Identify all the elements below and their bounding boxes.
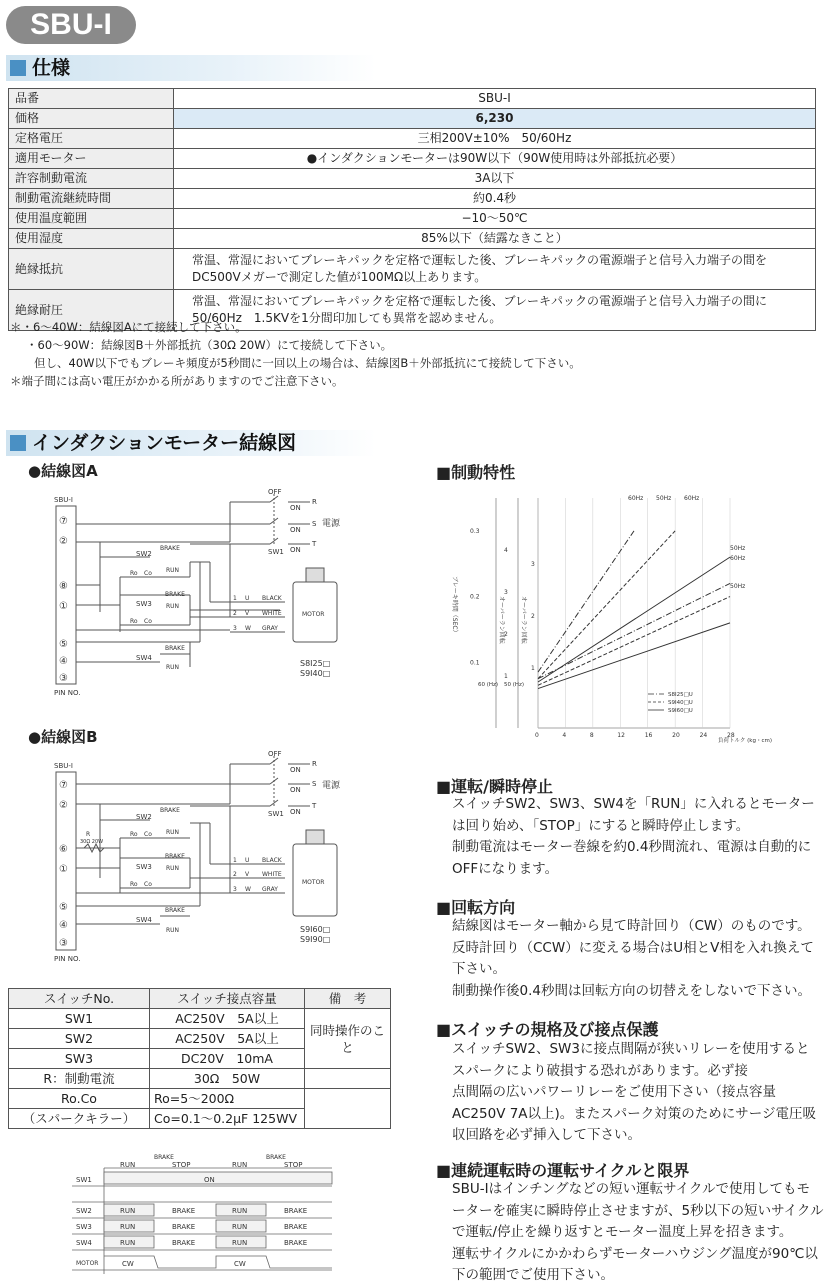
series-hz-label: 50Hz (730, 583, 746, 590)
spec-value-line: 常温、常湿においてブレーキパックを定格で運転した後、ブレーキパックの電源端子と信号入力端子の間に (192, 294, 768, 308)
heading-cycle: ■連続運転時の運転サイクルと限界 (436, 1161, 690, 1180)
wiring-diagram-a (40, 482, 370, 700)
heading-switch: ■スイッチの規格及び接点保護 (436, 1020, 659, 1039)
run-span: RUN (232, 1161, 248, 1169)
table-header: スイッチ接点容量 (150, 989, 305, 1009)
note-line: 但し、40W以下でもブレーキ頻度が5秒間に一回以上の場合は、結線図B＋外部抵抗にて接続して下さい。 (34, 356, 581, 370)
spec-key: 絶縁抵抗 (9, 249, 174, 290)
spec-table (8, 88, 816, 331)
spec-key: 定格電圧 (9, 129, 174, 149)
spec-row (9, 109, 816, 129)
on-label: ON (290, 504, 301, 512)
table-cell: SW2 (9, 1029, 150, 1049)
table-header-row (9, 989, 391, 1009)
spec-value: 三相200V±10% 50/60Hz (174, 129, 816, 149)
run-label: RUN (166, 567, 180, 574)
para-line: 結線図はモーター軸から見て時計回り（CW）のものです。 (452, 918, 811, 934)
switch-table (8, 988, 391, 1129)
wire-label: WHITE (262, 610, 282, 617)
pin: ② (59, 536, 68, 547)
para-line: 下さい。 (452, 961, 506, 977)
model-label: S9I40□ (300, 669, 331, 678)
series-line (538, 583, 730, 678)
heading-run: ■運転/瞬時停止 (436, 777, 553, 796)
y1-axis-label: ブレーキ時間（SEC） (451, 576, 458, 636)
section-title: 仕様 (32, 57, 71, 79)
pin: ⑤ (59, 902, 68, 913)
x-tick-label: 8 (589, 732, 594, 739)
row-label: SW1 (76, 1176, 92, 1184)
co-label: Co (144, 570, 152, 577)
table-cell (305, 1089, 391, 1129)
brake-label: BRAKE (160, 545, 180, 552)
model-label: S8I25□ (300, 659, 331, 668)
pin: ④ (59, 920, 68, 931)
spec-row (9, 249, 816, 290)
paragraph-switch (452, 1039, 816, 1147)
term-num: 1 (233, 857, 237, 864)
phase-label: T (312, 802, 317, 810)
section-header-wiring (6, 430, 376, 456)
spec-key: 許容制動電流 (9, 169, 174, 189)
row-label: SW4 (76, 1239, 92, 1247)
diagram-a-title: ●結線図A (28, 462, 98, 480)
spec-value: SBU-I (174, 89, 816, 109)
spec-value-line: 常温、常湿においてブレーキパックを定格で運転した後、ブレーキパックの電源端子と信号入力端子の間を (192, 253, 768, 267)
pin: ③ (59, 673, 68, 684)
para-line: スパークにより破損する恐れがあります。必ず接 (452, 1062, 748, 1079)
co-label: Co (144, 618, 152, 625)
paragraph-cycle (452, 1179, 823, 1287)
pin-no-label: PIN NO. (54, 955, 81, 963)
term-label: U (245, 595, 250, 602)
spec-row (9, 149, 816, 169)
table-cell: Ro.Co (9, 1089, 150, 1109)
pin: ④ (59, 656, 68, 667)
motor-shaft (306, 830, 324, 844)
co-label: Co (144, 831, 152, 838)
phase-label: R (312, 498, 317, 506)
brake-label: BRAKE (165, 853, 185, 860)
sw1-label: SW1 (268, 810, 284, 818)
y2-hz-label: 60 (Hz) (478, 682, 499, 688)
series-line (538, 597, 730, 686)
brake-label: BRAKE (284, 1239, 308, 1247)
pin: ⑦ (59, 516, 68, 527)
legend-label: S8I25□U (668, 692, 693, 698)
para-line: スイッチSW2、SW3、SW4を「RUN」に入れるとモーター (452, 796, 815, 812)
legend-label: S9I60□U (668, 708, 693, 714)
pin: ③ (59, 938, 68, 949)
term-num: 2 (233, 871, 237, 878)
x-tick-label: 4 (562, 732, 567, 739)
spec-row (9, 209, 816, 229)
sw3-label: SW3 (136, 863, 152, 871)
paragraph-direction (452, 916, 814, 1002)
ro-label: Ro (130, 570, 138, 577)
series-hz-label: 50Hz (730, 545, 746, 552)
brake-label: BRAKE (165, 591, 185, 598)
term-label: W (245, 886, 251, 893)
motor-label: MOTOR (302, 879, 325, 886)
term-label: V (245, 871, 250, 878)
y2-tick-label: 1 (504, 673, 508, 680)
term-num: 1 (233, 595, 237, 602)
motor-label: MOTOR (302, 611, 325, 618)
para-line: AC250V 7A以上)。またスパーク対策のためにサージ電圧吸 (452, 1105, 817, 1122)
spec-row (9, 189, 816, 209)
on-label: ON (290, 546, 301, 554)
braking-chart (448, 486, 820, 748)
row-label: MOTOR (76, 1260, 99, 1267)
x-tick-label: 28 (727, 732, 735, 739)
spec-value: ●インダクションモーターは90W以下（90W使用時は外部抵抗必要） (174, 149, 816, 169)
x-tick-label: 12 (617, 732, 625, 739)
series-line (538, 531, 675, 679)
run-label: RUN (232, 1207, 248, 1215)
sw4-label: SW4 (136, 654, 152, 662)
para-line: 点間隔の広いパワーリレーをご使用下さい（接点容量 (452, 1084, 776, 1100)
run-label: RUN (120, 1239, 136, 1247)
spec-value: 85%以下（結露なきこと） (174, 229, 816, 249)
series-hz-label: 50Hz (656, 495, 672, 502)
y3-tick-label: 2 (531, 613, 535, 620)
note-line: ・60〜90W：結線図B＋外部抵抗（30Ω 20W）にて接続して下さい。 (26, 338, 393, 352)
sw2-label: SW2 (136, 550, 152, 558)
para-line: 制動操作後0.4秒間は回転方向の切替えをしないで下さい。 (452, 982, 811, 999)
chart-title: ■制動特性 (436, 463, 516, 482)
series-hz-label: 60Hz (684, 495, 700, 502)
x-tick-label: 16 (644, 732, 653, 739)
brake-label: BRAKE (172, 1239, 196, 1247)
cw-label: CW (122, 1260, 134, 1268)
table-cell: SW1 (9, 1009, 150, 1029)
spec-value-line: DC500Vメガーで測定した値が100MΩ以上あります。 (192, 270, 487, 284)
y1-tick-label: 0.3 (470, 527, 480, 535)
sw1-label: SW1 (268, 548, 284, 556)
brake-marker: BRAKE (266, 1154, 286, 1161)
table-cell: （スパークキラー） (9, 1109, 150, 1129)
spec-value (174, 290, 816, 331)
spec-row (9, 169, 816, 189)
pin-no-label: PIN NO. (54, 689, 81, 697)
table-cell: 30Ω 50W (150, 1069, 305, 1089)
ro-label: Ro (130, 831, 138, 838)
para-line: ーターを確実に瞬時停止させますが、5秒以下の短いサイクル (452, 1202, 824, 1219)
pin: ⑧ (59, 581, 68, 592)
pin: ⑥ (59, 844, 68, 855)
cw-label: CW (234, 1260, 246, 1268)
phase-label: S (312, 520, 317, 528)
on-label: ON (290, 808, 301, 816)
pin: ① (59, 601, 68, 612)
para-line: OFFになります。 (452, 860, 559, 877)
r-value-label: 30Ω 20W (80, 839, 104, 845)
run-label: RUN (166, 927, 180, 934)
table-cell: Ro=5〜200Ω (150, 1089, 305, 1109)
spec-key: 適用モーター (9, 149, 174, 169)
stop-span: STOP (172, 1161, 191, 1169)
pin: ① (59, 864, 68, 875)
run-label: RUN (232, 1223, 248, 1231)
para-line: 反時計回り（CCW）に変える場合はU相とV相を入れ換えて (452, 939, 814, 956)
run-span: RUN (120, 1161, 136, 1169)
run-label: RUN (120, 1223, 136, 1231)
note-line: ＊・6〜40W：結線図Aにて接続して下さい。 (10, 320, 247, 334)
on-label: ON (290, 526, 301, 534)
para-line: スイッチSW2、SW3に接点間隔が狭いリレーを使用すると (452, 1041, 810, 1057)
series-line (538, 623, 730, 689)
spec-value: −10〜50℃ (174, 209, 816, 229)
note-line: ＊端子間には高い電圧がかかる所がありますのでご注意下さい。 (10, 374, 344, 388)
spec-value-line: 50/60Hz 1.5KVを1分間印加しても異常を認めません。 (192, 311, 502, 325)
section-header-spec (6, 55, 376, 81)
brake-label: BRAKE (165, 907, 185, 914)
ro-label: Ro (130, 618, 138, 625)
spec-key: 使用温度範囲 (9, 209, 174, 229)
sw2-label: SW2 (136, 813, 152, 821)
x-tick-label: 24 (699, 732, 708, 739)
motor-shaft (306, 568, 324, 582)
para-line: は回り始め、「STOP」にすると瞬時停止します。 (452, 817, 750, 834)
spec-value: 約0.4秒 (174, 189, 816, 209)
spec-row (9, 229, 816, 249)
term-num: 2 (233, 610, 237, 617)
pin: ⑤ (59, 639, 68, 650)
model-label: S9I60□ (300, 925, 331, 934)
run-label: RUN (232, 1239, 248, 1247)
wire-label: GRAY (262, 625, 278, 632)
sw4-label: SW4 (136, 916, 152, 924)
spec-value-price: 6,230 (174, 109, 816, 129)
on-label: ON (290, 786, 301, 794)
term-num: 3 (233, 625, 237, 632)
co-label: Co (144, 881, 152, 888)
table-cell (305, 1069, 391, 1089)
on-label: ON (204, 1176, 215, 1184)
wire-label: BLACK (262, 595, 282, 602)
table-cell: R：制動電流 (9, 1069, 150, 1089)
para-line: 下の範囲でご使用下さい。 (452, 1267, 614, 1283)
term-label: W (245, 625, 251, 632)
power-label: 電源 (322, 781, 341, 791)
spec-value (174, 249, 816, 290)
pin: ② (59, 800, 68, 811)
run-label: RUN (166, 603, 180, 610)
paragraph-run (452, 794, 815, 880)
wiring-diagram-b (40, 748, 370, 966)
y1-tick-label: 0.1 (470, 659, 480, 667)
run-label: RUN (166, 664, 180, 671)
unit-label: SBU-I (54, 496, 73, 504)
brake-label: BRAKE (172, 1207, 196, 1215)
y2-tick-label: 3 (504, 589, 508, 596)
wire-label: GRAY (262, 886, 278, 893)
section-title: インダクションモーター結線図 (32, 432, 297, 454)
brake-label: BRAKE (160, 807, 180, 814)
table-cell: SW3 (9, 1049, 150, 1069)
run-label: RUN (166, 829, 180, 836)
spec-row (9, 129, 816, 149)
row-label: SW3 (76, 1223, 92, 1231)
diagram-b-title: ●結線図B (28, 728, 98, 746)
series-hz-label: 60Hz (628, 495, 644, 502)
model-label: S9I90□ (300, 935, 331, 944)
table-header: スイッチNo. (9, 989, 150, 1009)
off-label: OFF (268, 750, 282, 758)
x-tick-label: 0 (535, 732, 539, 739)
wire-label: BLACK (262, 857, 282, 864)
table-cell: Co=0.1〜0.2μF 125WV (150, 1109, 305, 1129)
brake-label: BRAKE (284, 1223, 308, 1231)
para-line: 制動電流はモーター巻線を約0.4秒間流れ、電源は自動的に (452, 839, 812, 855)
term-num: 3 (233, 886, 237, 893)
spec-key: 制動電流継続時間 (9, 189, 174, 209)
brake-label: BRAKE (165, 645, 185, 652)
unit-label: SBU-I (54, 762, 73, 770)
y1-tick-label: 0.2 (470, 593, 480, 601)
off-label: OFF (268, 488, 282, 496)
product-badge: SBU-I (6, 6, 136, 44)
table-remark: 同時操作のこと (305, 1009, 391, 1069)
para-line: 運転サイクルにかかわらずモーターハウジング温度が90℃以 (452, 1245, 818, 1262)
x-axis-label: 負荷トルク (kg・cm) (718, 738, 772, 744)
spec-row (9, 89, 816, 109)
brake-marker: BRAKE (154, 1154, 174, 1161)
y3-hz-label: 50 (Hz) (504, 682, 525, 688)
term-label: V (245, 610, 250, 617)
y3-tick-label: 3 (531, 561, 535, 568)
y2-axis-label: オーバーラン回転 (498, 596, 505, 644)
table-row (9, 1089, 391, 1109)
run-label: RUN (120, 1207, 136, 1215)
phase-label: R (312, 760, 317, 768)
timing-chart (72, 1152, 336, 1278)
r-label: R (86, 831, 91, 838)
phase-label: T (312, 540, 317, 548)
legend-label: S9I40□U (668, 700, 693, 706)
section-square-icon (10, 435, 26, 451)
ro-label: Ro (130, 881, 138, 888)
table-cell: AC250V 5A以上 (150, 1009, 305, 1029)
y2-tick-label: 4 (504, 547, 508, 554)
run-label: RUN (166, 865, 180, 872)
wire-label: WHITE (262, 871, 282, 878)
para-line: 収回路を必ず挿入して下さい。 (452, 1127, 641, 1143)
section-square-icon (10, 60, 26, 76)
table-row (9, 1009, 391, 1029)
heading-direction: ■回転方向 (436, 898, 516, 917)
table-header: 備 考 (305, 989, 391, 1009)
term-label: U (245, 857, 250, 864)
para-line: SBU-Iはインチングなどの短い運転サイクルで使用してもモ (452, 1181, 810, 1197)
y2-tick-label: 2 (504, 631, 508, 638)
spec-value: 3A以下 (174, 169, 816, 189)
table-cell: AC250V 5A以上 (150, 1029, 305, 1049)
phase-label: S (312, 780, 317, 788)
stop-span: STOP (284, 1161, 303, 1169)
on-label: ON (290, 766, 301, 774)
row-label: SW2 (76, 1207, 92, 1215)
brake-label: BRAKE (284, 1207, 308, 1215)
sw3-label: SW3 (136, 600, 152, 608)
table-row (9, 1069, 391, 1089)
spec-key: 使用湿度 (9, 229, 174, 249)
spec-key: 価格 (9, 109, 174, 129)
y3-axis-label: オーバーラン回転 (520, 596, 527, 644)
pin: ⑦ (59, 780, 68, 791)
spec-key: 絶縁耐圧 (9, 290, 174, 331)
sw1-on-bar (104, 1172, 332, 1184)
spec-key: 品番 (9, 89, 174, 109)
y3-tick-label: 1 (531, 665, 535, 672)
table-cell: DC20V 10mA (150, 1049, 305, 1069)
power-label: 電源 (322, 519, 341, 529)
series-hz-label: 60Hz (730, 555, 746, 562)
brake-label: BRAKE (172, 1223, 196, 1231)
x-tick-label: 20 (672, 732, 680, 739)
para-line: で運転/停止を繰り返すとモーター温度上昇を招きます。 (452, 1224, 793, 1240)
